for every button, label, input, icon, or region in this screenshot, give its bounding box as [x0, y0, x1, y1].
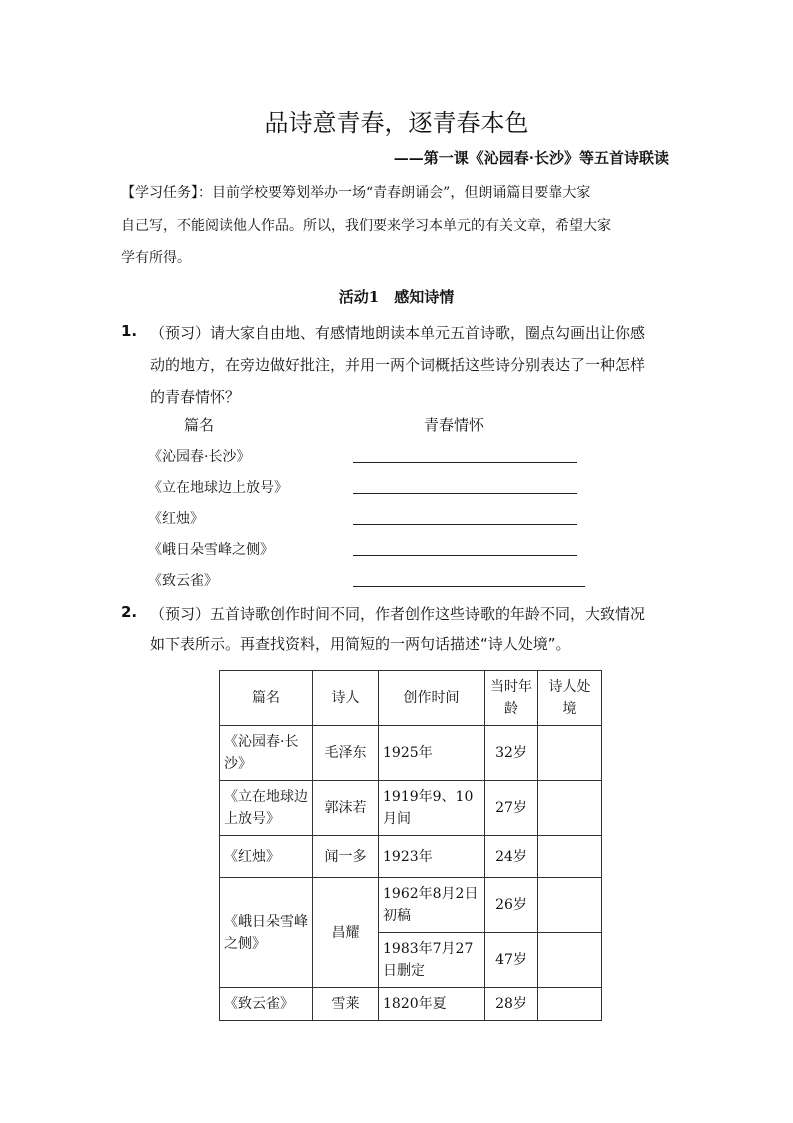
cell-title: 《立在地球边上放号》	[220, 781, 313, 836]
answer-blank-4[interactable]	[353, 555, 577, 556]
cell-age: 27岁	[485, 781, 538, 836]
header-poet: 诗人	[313, 671, 379, 726]
cell-situation[interactable]	[538, 781, 602, 836]
question-1-line-1: （预习）请大家自由地、有感情地朗读本单元五首诗歌，圈点勾画出让你感	[150, 324, 646, 342]
header-title: 篇名	[220, 671, 313, 726]
cell-time: 1962年8月2日初稿	[379, 878, 485, 933]
answer-blank-1[interactable]	[353, 462, 577, 463]
cell-situation[interactable]	[538, 988, 602, 1021]
page-title: 品诗意青春，逐青春本色	[264, 109, 529, 137]
page-subtitle: ——第一课《沁园春·长沙》等五首诗联读	[393, 149, 669, 167]
poem-title-1: 《沁园春·长沙》	[148, 449, 251, 465]
table-header-row	[220, 671, 602, 726]
task-line-3: 学有所得。	[121, 250, 191, 266]
answer-blank-3[interactable]	[353, 524, 577, 525]
cell-age: 28岁	[485, 988, 538, 1021]
cell-title: 《致云雀》	[220, 988, 313, 1021]
cell-title: 《红烛》	[220, 836, 313, 878]
table-row	[220, 878, 602, 933]
cell-age: 32岁	[485, 726, 538, 781]
cell-situation[interactable]	[538, 933, 602, 988]
column-feeling-header: 青春情怀	[424, 416, 485, 434]
cell-poet: 雪莱	[313, 988, 379, 1021]
table-row	[220, 781, 602, 836]
question-1-number: 1.	[121, 322, 138, 340]
poem-title-2: 《立在地球边上放号》	[148, 480, 288, 496]
column-title-header: 篇名	[184, 416, 215, 434]
question-1-line-2: 动的地方，在旁边做好批注，并用一两个词概括这些诗分别表达了一种怎样	[150, 356, 646, 374]
cell-time: 1820年夏	[379, 988, 485, 1021]
header-time: 创作时间	[379, 671, 485, 726]
cell-time: 1983年7月27日删定	[379, 933, 485, 988]
cell-age: 24岁	[485, 836, 538, 878]
cell-poet: 闻一多	[313, 836, 379, 878]
cell-poet: 毛泽东	[313, 726, 379, 781]
cell-time: 1925年	[379, 726, 485, 781]
cell-title: 《峨日朵雪峰之侧》	[220, 878, 313, 988]
poem-title-3: 《红烛》	[148, 511, 204, 527]
cell-title: 《沁园春·长沙》	[220, 726, 313, 781]
cell-poet: 昌耀	[313, 878, 379, 988]
activity-heading: 活动1 感知诗情	[338, 288, 455, 306]
header-situation: 诗人处境	[538, 671, 602, 726]
poem-title-4: 《峨日朵雪峰之侧》	[148, 542, 274, 558]
question-2-number: 2.	[121, 603, 138, 621]
task-line-1: 【学习任务】：目前学校要筹划举办一场“青春朗诵会”，但朗诵篇目要靠大家	[121, 185, 591, 201]
cell-time: 1923年	[379, 836, 485, 878]
cell-age: 26岁	[485, 878, 538, 933]
cell-poet: 郭沫若	[313, 781, 379, 836]
answer-blank-5[interactable]	[353, 586, 585, 587]
cell-age: 47岁	[485, 933, 538, 988]
table-row	[220, 836, 602, 878]
table-row	[220, 726, 602, 781]
question-2-line-2: 如下表所示。再查找资料，用简短的一两句话描述“诗人处境”。	[150, 635, 571, 653]
cell-situation[interactable]	[538, 726, 602, 781]
header-age: 当时年龄	[485, 671, 538, 726]
question-2-line-1: （预习）五首诗歌创作时间不同，作者创作这些诗歌的年龄不同，大致情况	[150, 605, 646, 623]
cell-situation[interactable]	[538, 836, 602, 878]
table-row	[220, 988, 602, 1021]
answer-blank-2[interactable]	[353, 493, 577, 494]
question-1-line-3: 的青春情怀？	[150, 388, 241, 406]
poet-table	[219, 670, 602, 1021]
cell-time: 1919年9、10月间	[379, 781, 485, 836]
cell-situation[interactable]	[538, 878, 602, 933]
task-line-2: 自己写，不能阅读他人作品。所以，我们要来学习本单元的有关文章，希望大家	[121, 218, 611, 234]
poem-title-5: 《致云雀》	[148, 573, 218, 589]
